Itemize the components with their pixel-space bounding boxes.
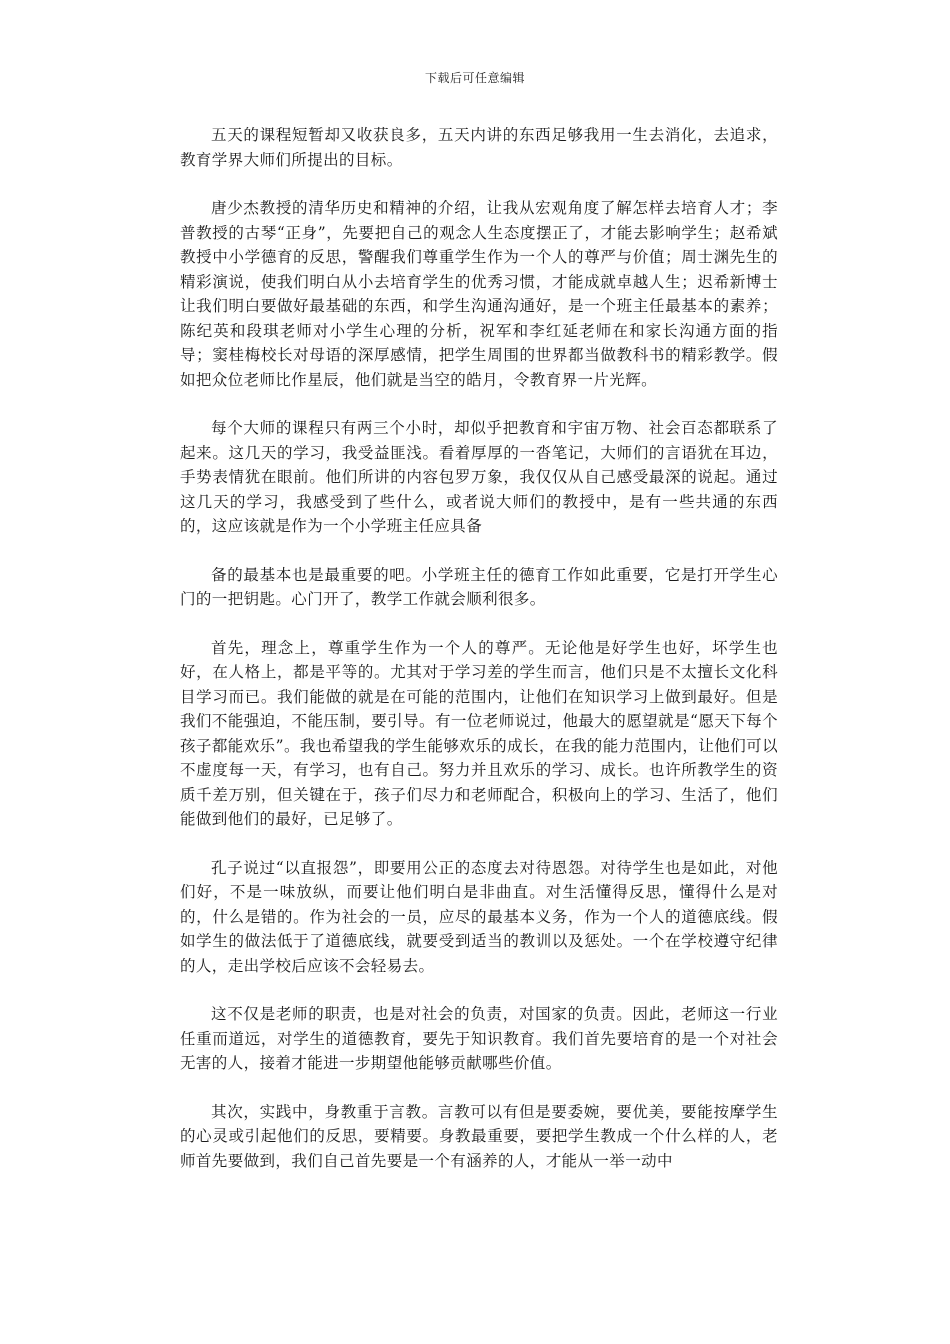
paragraph: 备的最基本也是最重要的吧。小学班主任的德育工作如此重要，它是打开学生心门的一把钥匙。心门开了，教学工作就会顺利很多。 bbox=[180, 565, 778, 608]
paragraph: 五天的课程短暂却又收获良多，五天内讲的东西足够我用一生去消化，去追求，教育学界大师们所提出的目标。 bbox=[180, 126, 778, 169]
paragraph: 孔子说过“以直报怨”，即要用公正的态度去对待恩怨。对待学生也是如此，对他们好，不是一味放纵，而要让他们明白是非曲直。对生活懂得反思，懂得什么是对的，什么是错的。作为社会的一员，应尽的最基本义务，作为一个人的道德底线。假如学生的做法低于了道德底线，就要受到适当的教训以及惩处。一个在学校遵守纪律的人，走出学校后应该不会轻易去。 bbox=[180, 858, 778, 975]
paragraph: 其次，实践中，身教重于言教。言教可以有但是要委婉，要优美，要能按摩学生的心灵或引起他们的反思，要精要。身教最重要，要把学生教成一个什么样的人，老师首先要做到，我们自己首先要是一个有涵养的人，才能从一举一动中 bbox=[180, 1102, 778, 1170]
paragraph: 首先，理念上，尊重学生作为一个人的尊严。无论他是好学生也好，坏学生也好，在人格上，都是平等的。尤其对于学习差的学生而言，他们只是不太擅长文化科目学习而已。我们能做的就是在可能的范围内，让他们在知识学习上做到最好。但是我们不能强迫，不能压制，要引导。有一位老师说过，他最大的愿望就是“愿天下每个孩子都能欢乐”。我也希望我的学生能够欢乐的成长，在我的能力范围内，让他们可以不虚度每一天，有学习，也有自己。努力并且欢乐的学习、成长。也许所教学生的资质千差万别，但关键在于，孩子们尽力和老师配合，积极向上的学习、生活了，他们能做到他们的最好，已足够了。 bbox=[180, 638, 778, 828]
header-note: 下载后可任意编辑 bbox=[424, 71, 525, 85]
paragraph: 唐少杰教授的清华历史和精神的介绍，让我从宏观角度了解怎样去培育人才；李普教授的古琴“正身”，先要把自己的观念人生态度摆正了，才能去影响学生；赵希斌教授中小学德育的反思，警醒我们尊重学生作为一个人的尊严与价值；周士渊先生的精彩演说，使我们明白从小去培育学生的优秀习惯，才能成就卓越人生；迟希新博士让我们明白要做好最基础的东西，和学生沟通沟通好，是一个班主任最基本的素养；陈纪英和段琪老师对小学生心理的分析，祝军和李红延老师在和家长沟通方面的指导；窦桂梅校长对母语的深厚感情，把学生周围的世界都当做教科书的精彩教学。假如把众位老师比作星辰，他们就是当空的皓月，令教育界一片光辉。 bbox=[180, 199, 778, 389]
paragraph: 每个大师的课程只有两三个小时，却似乎把教育和宇宙万物、社会百态都联系了起来。这几天的学习，我受益匪浅。看着厚厚的一沓笔记，大师们的言语犹在耳边，手势表情犹在眼前。他们所讲的内容包罗万象，我仅仅从自己感受最深的说起。通过这几天的学习，我感受到了些什么，或者说大师们的教授中，是有一些共通的东西的，这应该就是作为一个小学班主任应具备 bbox=[180, 419, 778, 535]
document-body bbox=[180, 123, 778, 1197]
paragraph: 这不仅是老师的职责，也是对社会的负责，对国家的负责。因此，老师这一行业任重而道远，对学生的道德教育，要先于知识教育。我们首先要培育的是一个对社会无害的人，接着才能进一步期望他能够贡献哪些价值。 bbox=[180, 1005, 778, 1072]
